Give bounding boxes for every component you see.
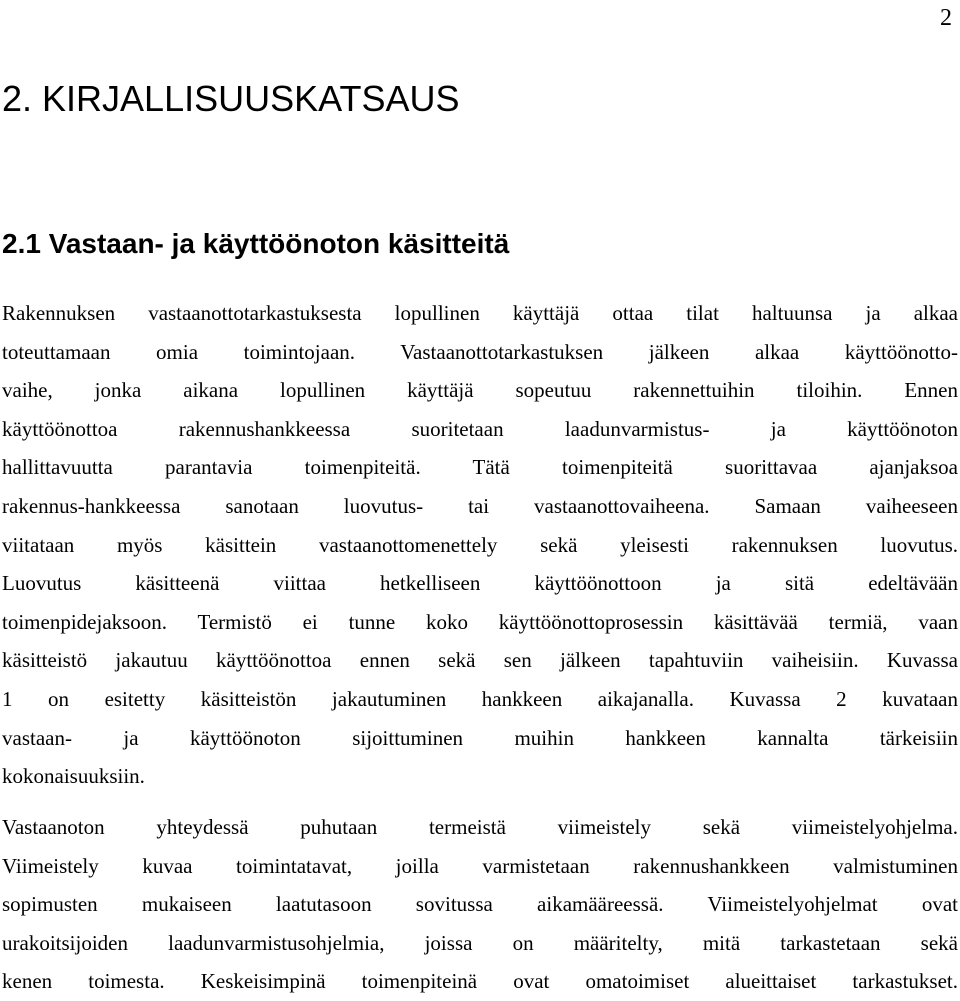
paragraph-line: kokonaisuuksiin. [2, 764, 145, 789]
section-title: 2.1 Vastaan- ja käyttöönoton käsitteitä [2, 228, 510, 259]
paragraph-line: rakennus-hankkeessa sanotaan luovutus- tai vastaanottovaiheena. Samaan vaiheeseen [2, 493, 958, 518]
paragraph-line: 1 on esitetty käsitteistön jakautuminen hankkeen aikajanalla. Kuvassa 2 kuvataan [2, 686, 958, 711]
paragraph-line: toimenpidejaksoon. Termistö ei tunne koko käyttöönottoprosessin käsittävää termiä, vaan [2, 609, 958, 634]
paragraph-2 [2, 808, 958, 1001]
paragraph-1 [2, 294, 958, 796]
paragraph-line: toteuttamaan omia toimintojaan. Vastaanottotarkastuksen jälkeen alkaa käyttöönotto- [2, 339, 958, 364]
chapter-title: 2. KIRJALLISUUSKATSAUS [2, 78, 460, 119]
paragraph-line: käsitteistö jakautuu käyttöönottoa ennen sekä sen jälkeen tapahtuviin vaiheisiin. Kuvassa [2, 648, 958, 673]
paragraph-line: vastaan- ja käyttöönoton sijoittuminen muihin hankkeen kannalta tärkeisiin [2, 725, 958, 750]
page-number: 2 [940, 5, 952, 31]
paragraph-line: käyttöönottoa rakennushankkeessa suoritetaan laadunvarmistus- ja käyttöönoton [2, 416, 958, 441]
paragraph-line: Rakennuksen vastaanottotarkastuksesta lopullinen käyttäjä ottaa tilat haltuunsa ja alkaa [2, 301, 958, 325]
paragraph-line: vaihe, jonka aikana lopullinen käyttäjä sopeutuu rakennettuihin tiloihin. Ennen [2, 378, 958, 403]
paragraph-line: viitataan myös käsittein vastaanottomenettely sekä yleisesti rakennuksen luovutus. [2, 532, 958, 557]
paragraph-line: hallittavuutta parantavia toimenpiteitä. Tätä toimenpiteitä suorittavaa ajanjaksoa [2, 455, 958, 480]
paragraph-line: kenen toimesta. Keskeisimpinä toimenpiteinä ovat omatoimiset alueittaiset tarkastukset. [2, 969, 958, 994]
paragraph-line: Viimeistely kuvaa toimintatavat, joilla varmistetaan rakennushankkeen valmistuminen [2, 853, 958, 878]
paragraph-line: urakoitsijoiden laadunvarmistusohjelmia, joissa on määritelty, mitä tarkastetaan sekä [2, 930, 958, 955]
paragraph-line: sopimusten mukaiseen laatutasoon sovitussa aikamääreessä. Viimeistelyohjelmat ovat [2, 892, 958, 917]
paragraph-line: Luovutus käsitteenä viittaa hetkelliseen käyttöönottoon ja sitä edeltävään [2, 571, 958, 596]
paragraph-line: Vastaanoton yhteydessä puhutaan termeistä viimeistely sekä viimeistelyohjelma. [2, 815, 958, 839]
